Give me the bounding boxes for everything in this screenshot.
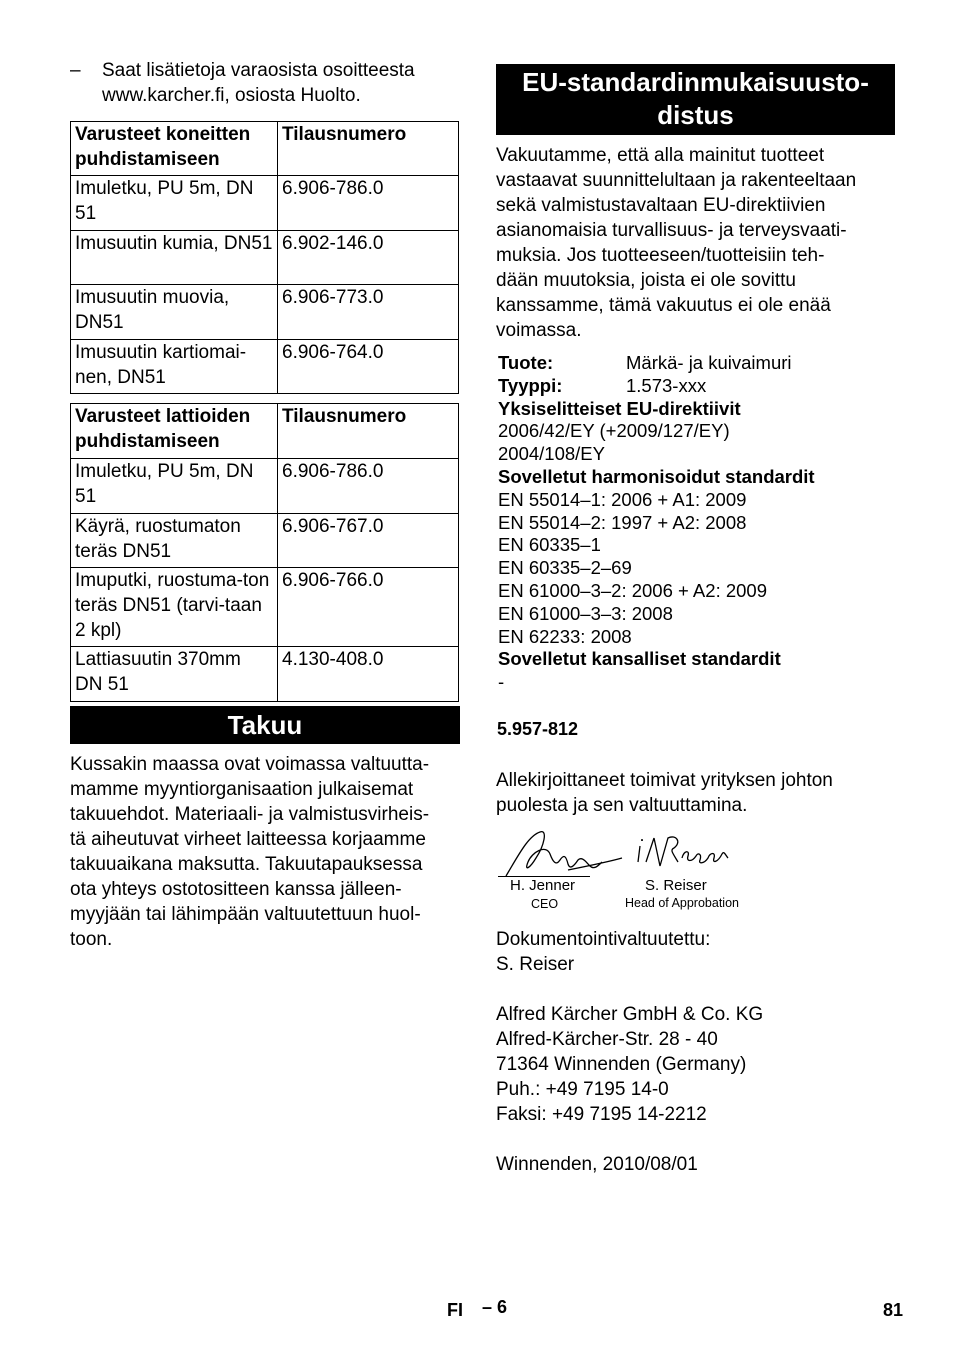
table-cell-item: Lattiasuutin 370mm DN 51 [71, 647, 278, 702]
table-cell-item: Imuletku, PU 5m, DN 51 [71, 459, 278, 514]
machine-accessories-table [70, 121, 459, 394]
national-label: Sovelletut kansalliset standardit [498, 648, 781, 670]
company-line: Alfred-Kärcher-Str. 28 - 40 [496, 1029, 718, 1050]
doc-authorised [496, 927, 710, 977]
takuu-heading: Takuu [70, 706, 460, 744]
company-line: Faksi: +49 7195 14-2212 [496, 1104, 707, 1125]
signatories-text: Allekirjoittaneet toimivat yrityksen johton puolesta ja sen valtuuttamina. [496, 770, 833, 816]
standard-item: EN 55014–1: 2006 + A1: 2009 [498, 488, 747, 510]
standard-item: EN 60335–2–69 [498, 557, 632, 579]
footer-section-page: – 6 [482, 1297, 508, 1317]
signer1-name: H. Jenner [510, 877, 576, 894]
floor-accessories-table [70, 403, 459, 702]
type-label: Tyyppi: [498, 374, 563, 396]
standard-item: EN 60335–1 [498, 534, 601, 556]
place-date: Winnenden, 2010/08/01 [496, 1154, 698, 1175]
document-number: 5.957-812 [497, 719, 579, 739]
type-row [498, 375, 898, 398]
table-cell-item: Imuputki, ruostuma-ton teräs DN51 (tarvi-taan 2 kpl) [71, 568, 278, 647]
company-line: Puh.: +49 7195 14-0 [496, 1079, 669, 1100]
signer1-role: CEO [531, 897, 559, 911]
eu-declaration-heading [496, 64, 895, 135]
table-header: Varusteet lattioiden puhdistamiseen [71, 404, 278, 459]
table-cell-number: 6.906-786.0 [278, 459, 459, 514]
table-row [71, 340, 459, 394]
standard-item: EN 62233: 2008 [498, 625, 632, 647]
table-cell-item: Imusuutin muovia, DN51 [71, 285, 278, 340]
product-label: Tuote: [498, 352, 554, 373]
doc-auth-label: Dokumentointivaltuutettu: [496, 929, 711, 950]
table-row [71, 568, 459, 647]
signer2-role: Head of Approbation [625, 896, 739, 910]
table-row [71, 647, 459, 702]
harmonised-label: Sovelletut harmonisoidut standardit [498, 465, 815, 487]
table-cell-number: 4.130-408.0 [278, 647, 459, 702]
product-value: Märkä- ja kuivaimuri [626, 352, 792, 373]
standard-item: EN 61000–3–2: 2006 + A2: 2009 [498, 579, 767, 601]
table-row [71, 514, 459, 568]
signer2-name: S. Reiser [645, 877, 707, 894]
table-header: Tilausnumero [278, 122, 459, 176]
standard-item: EN 61000–3–3: 2008 [498, 602, 673, 624]
bullet-text: Saat lisätietoja varaosista osoitteesta www.karcher.fi, osiosta Huolto. [102, 60, 415, 106]
footer-language: FI [447, 1300, 463, 1320]
table-cell-number: 6.906-786.0 [278, 176, 459, 231]
table-cell-number: 6.906-773.0 [278, 285, 459, 340]
directives-label: Yksiselitteiset EU-direktiivit [498, 397, 741, 419]
table-cell-number: 6.906-766.0 [278, 568, 459, 647]
table-cell-item: Käyrä, ruostumaton teräs DN51 [71, 514, 278, 568]
directive-item: 2006/42/EY (+2009/127/EY) [498, 420, 730, 442]
table-cell-number: 6.906-767.0 [278, 514, 459, 568]
product-row [498, 352, 898, 375]
table-header: Tilausnumero [278, 404, 459, 459]
table-header: Varusteet koneitten puhdistamiseen [71, 122, 278, 176]
table-row [71, 231, 459, 285]
company-line: Alfred Kärcher GmbH & Co. KG [496, 1004, 764, 1025]
table-cell-item: Imusuutin kartiomai-nen, DN51 [71, 340, 278, 394]
directive-item: 2004/108/EY [498, 443, 605, 465]
takuu-text: Kussakin maassa ovat voimassa valtuutta- mamme myyntiorganisaation julkaisemat takuuehdot. Materiaali- ja valmistusvirheis- tä aiheutuvat virheet laitteessa korjaamme takuuaikana maksutta. Takuutapauksessa ota yhteys ostotositteen kanssa jälleen- myyjään tai lähimpään valtuutettuun huol- toon. [70, 754, 430, 950]
eu-heading-line2: distus [657, 100, 734, 130]
signature-jenner-image [498, 826, 628, 882]
eu-heading-line1: EU-standardinmukaisuusto- [522, 67, 869, 97]
table-row [71, 176, 459, 231]
company-line: 71364 Winnenden (Germany) [496, 1054, 747, 1075]
standard-item: EN 55014–2: 1997 + A2: 2008 [498, 511, 747, 533]
table-cell-item: Imuletku, PU 5m, DN 51 [71, 176, 278, 231]
table-cell-number: 6.902-146.0 [278, 231, 459, 285]
signature-reiser-image [632, 832, 732, 876]
doc-auth-name: S. Reiser [496, 954, 575, 975]
page-number: 81 [883, 1300, 904, 1320]
eu-intro-text: Vakuutamme, että alla mainitut tuotteet vastaavat suunnittelultaan ja rakenteeltaan sekä valmistustavaltaan EU-direktiivien asianomaisia turvallisuus- ja terveysvaati- muksia. Jos tuotteeseen/tuotteisiin teh- dään muutoksia, joista ei ole sovittu kanssamme, tämä vakuutus ei ole enää voimassa. [496, 145, 857, 341]
national-value: - [498, 671, 505, 693]
type-value: 1.573-xxx [626, 374, 707, 396]
table-row [71, 285, 459, 340]
table-row [71, 459, 459, 514]
company-address [496, 1002, 763, 1127]
bullet-dash: – [70, 60, 81, 81]
declaration-details [498, 352, 898, 694]
table-cell-item: Imusuutin kumia, DN51 [71, 231, 278, 285]
table-cell-number: 6.906-764.0 [278, 340, 459, 394]
